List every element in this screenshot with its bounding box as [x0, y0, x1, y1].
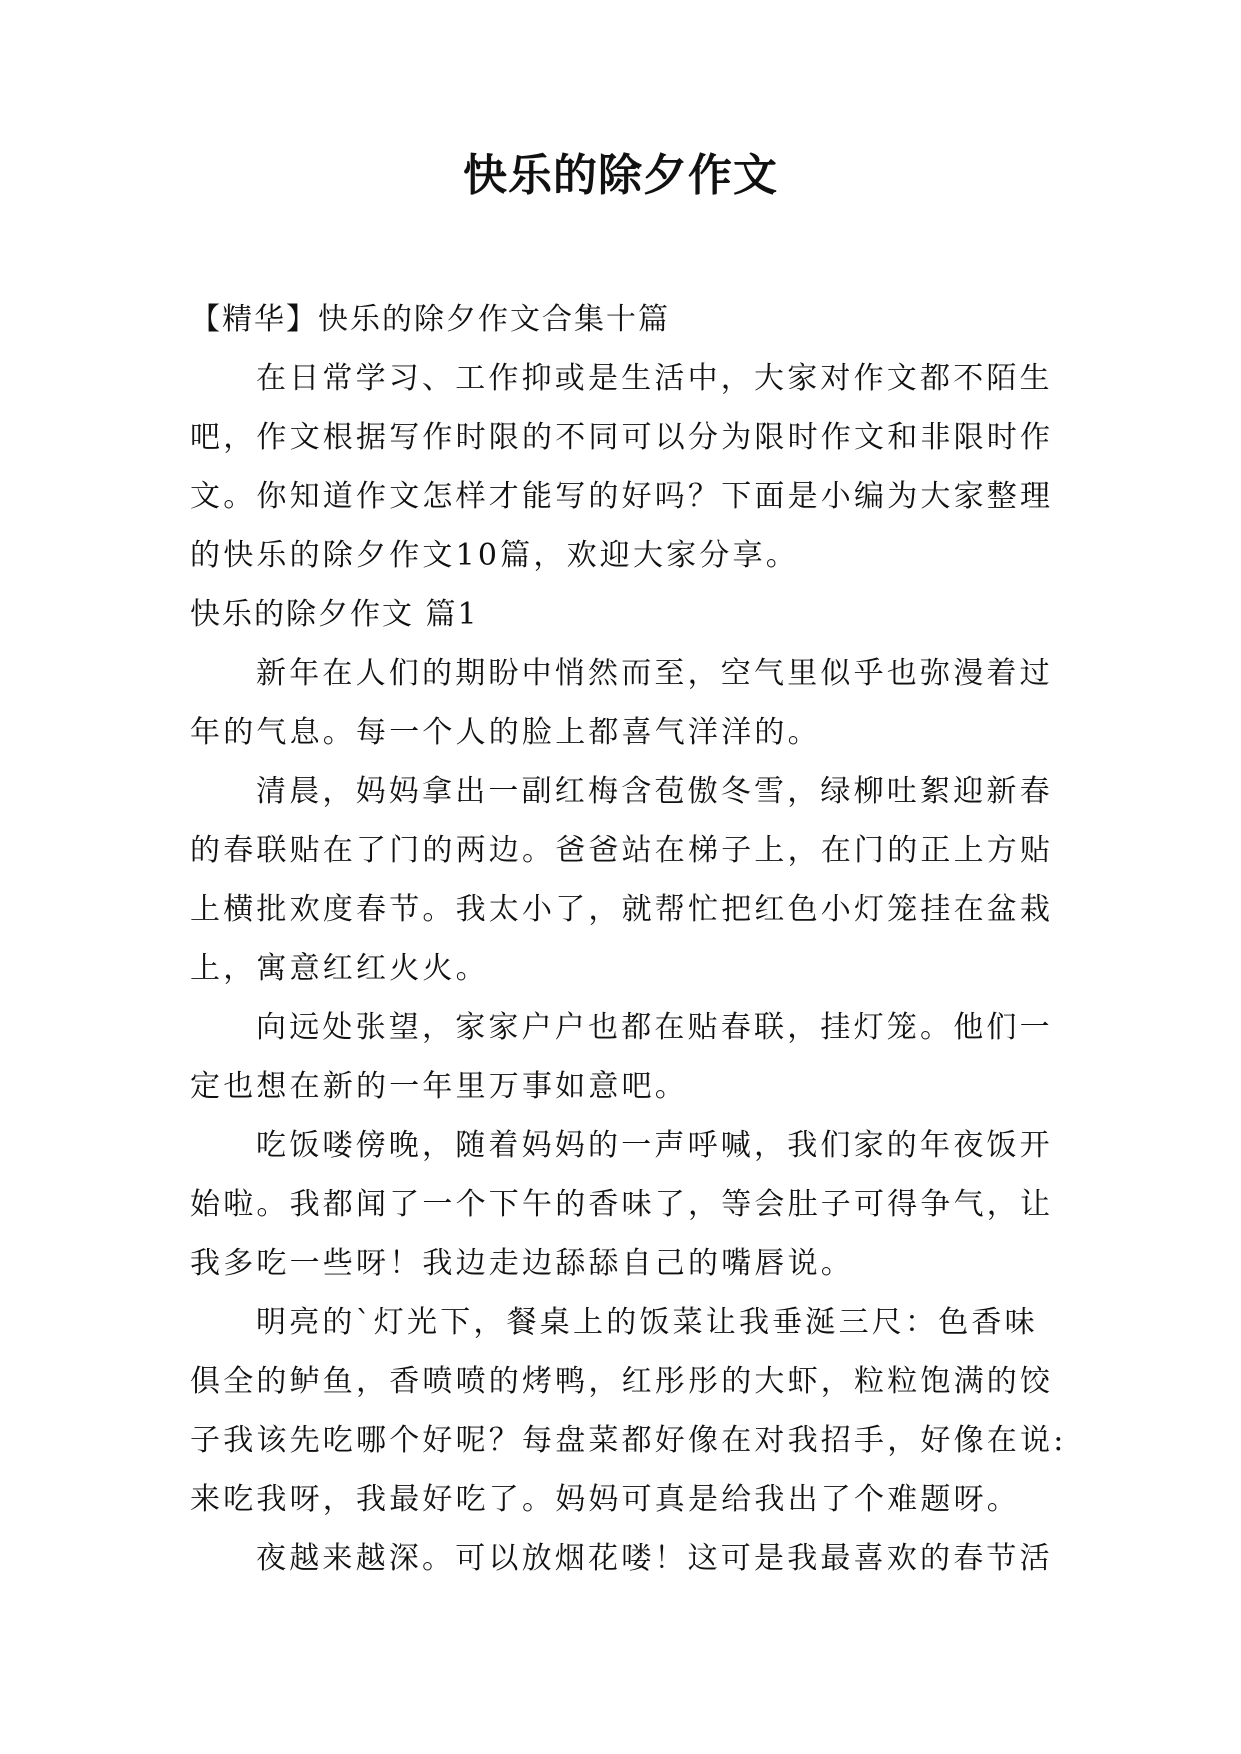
paragraph-line: 上横批欢度春节。我太小了，就帮忙把红色小灯笼挂在盆栽 [190, 892, 1054, 927]
paragraph-line: 在日常学习、工作抑或是生活中，大家对作文都不陌生 [256, 361, 1053, 396]
paragraph-line: 年的气息。每一个人的脸上都喜气洋洋的。 [190, 715, 821, 750]
paragraph-line: 向远处张望，家家户户也都在贴春联，挂灯笼。他们一 [256, 1010, 1053, 1045]
paragraph-line: 新年在人们的期盼中悄然而至，空气里似乎也弥漫着过 [256, 656, 1053, 691]
paragraph-line: 吧，作文根据写作时限的不同可以分为限时作文和非限时作 [190, 420, 1054, 455]
document-body [190, 290, 1067, 1588]
paragraph-line: 的快乐的除夕作文10篇，欢迎大家分享。 [190, 538, 799, 573]
paragraph-line: 始啦。我都闻了一个下午的香味了，等会肚子可得争气，让 [190, 1187, 1054, 1222]
paragraph-line: 定也想在新的一年里万事如意吧。 [190, 1069, 688, 1104]
paragraph-line: 我多吃一些呀！我边走边舔舔自己的嘴唇说。 [190, 1246, 854, 1281]
document-title: 快乐的除夕作文 [463, 150, 778, 201]
paragraph-line: 上，寓意红红火火。 [190, 951, 489, 986]
paragraph-line: 文。你知道作文怎样才能写的好吗？下面是小编为大家整理 [190, 479, 1054, 514]
paragraph-line: 明亮的`灯光下，餐桌上的饭菜让我垂涎三尺：色香味 [256, 1305, 1038, 1340]
section-heading: 快乐的除夕作文 篇1 [190, 597, 479, 632]
paragraph-line: 夜越来越深。可以放烟花喽！这可是我最喜欢的春节活 [256, 1541, 1053, 1576]
paragraph-line: 的春联贴在了门的两边。爸爸站在梯子上，在门的正上方贴 [190, 833, 1054, 868]
paragraph-line: 清晨，妈妈拿出一副红梅含苞傲冬雪，绿柳吐絮迎新春 [256, 774, 1053, 809]
paragraph-line: 子我该先吃哪个好呢？每盘菜都好像在对我招手，好像在说: [190, 1423, 1067, 1458]
paragraph-line: 吃饭喽傍晚，随着妈妈的一声呼喊，我们家的年夜饭开 [256, 1128, 1053, 1163]
paragraph-line: 来吃我呀，我最好吃了。妈妈可真是给我出了个难题呀。 [190, 1482, 1020, 1517]
document-subtitle: 【精华】快乐的除夕作文合集十篇 [190, 302, 670, 337]
paragraph-line: 俱全的鲈鱼，香喷喷的烤鸭，红彤彤的大虾，粒粒饱满的饺 [190, 1364, 1054, 1399]
